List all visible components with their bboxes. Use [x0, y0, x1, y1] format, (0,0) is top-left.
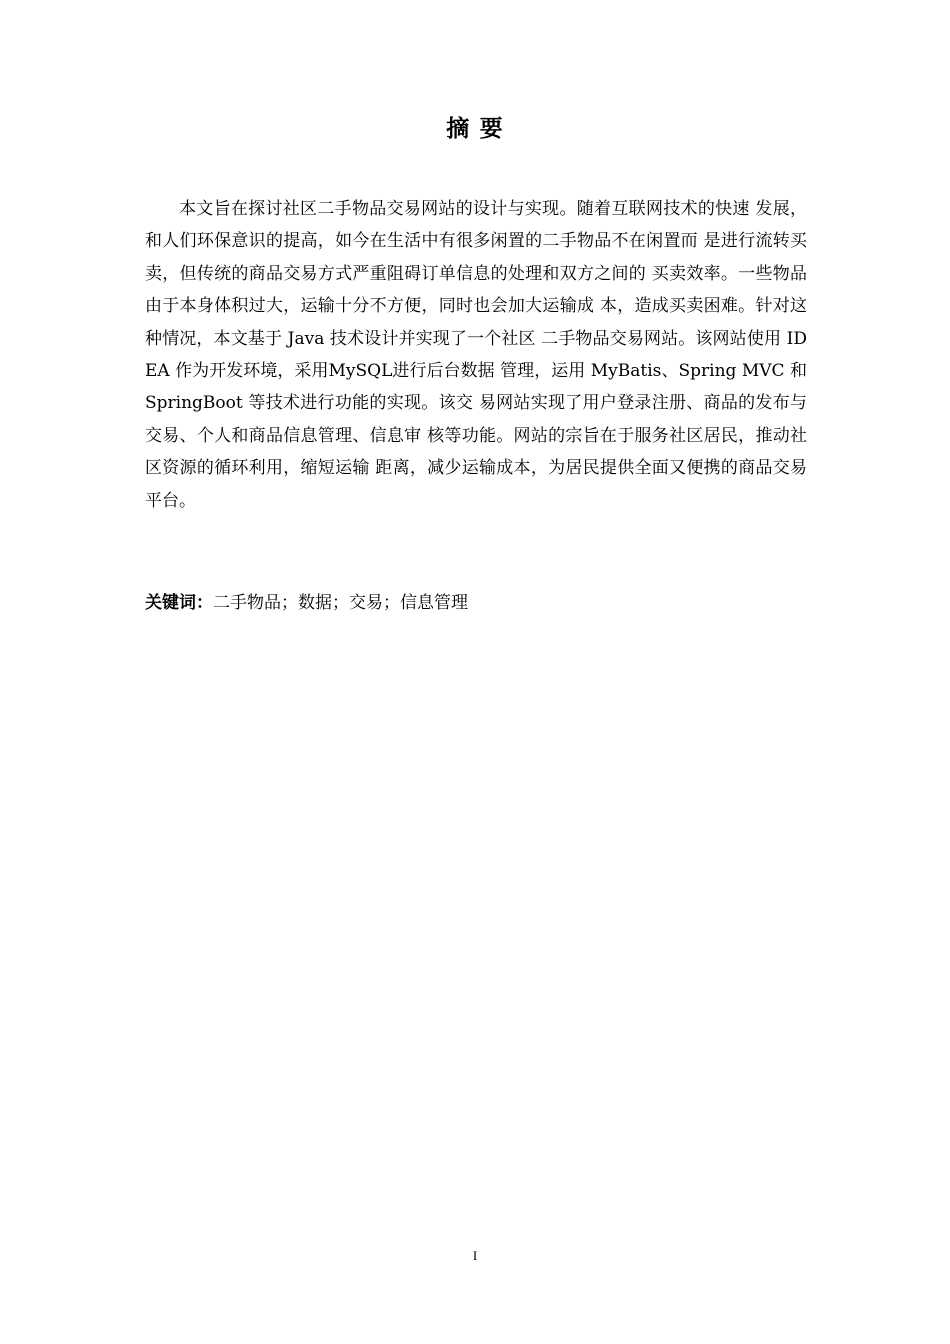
- keywords-label: 关键词：: [145, 593, 213, 613]
- keywords-line: [145, 589, 807, 617]
- abstract-title: 摘 要: [446, 116, 504, 142]
- keywords-text: 二手物品；数据；交易；信息管理: [213, 593, 468, 613]
- page-number: I: [472, 1248, 478, 1263]
- abstract-body: 本文旨在探讨社区二手物品交易网站的设计与实现。随着互联网技术的快速 发展，和人们环保意识的提高，如今在生活中有很多闲置的二手物品不在闲置而 是进行流转买卖，但传统的商品交易方式严重阻碍订单信息的处理和双方之间的 买卖效率。一些物品由于本身体积过大，运输十分不方便，同时也会加大运输成 本，造成买卖困难。针对这种情况，本文基于 Java 技术设计并实现了一个社区 二手物品交易网站。该网站使用 IDEA 作为开发环境，采用MySQL进行后台数据 管理，运用 MyBatis、Spring MVC 和 SpringBoot 等技术进行功能的实现。该交 易网站实现了用户登录注册、商品的发布与交易、个人和商品信息管理、信息审 核等功能。网站的宗旨在于服务社区居民，推动社区资源的循环利用，缩短运输 距离，减少运输成本，为居民提供全面又便携的商品交易平台。: [145, 199, 807, 511]
